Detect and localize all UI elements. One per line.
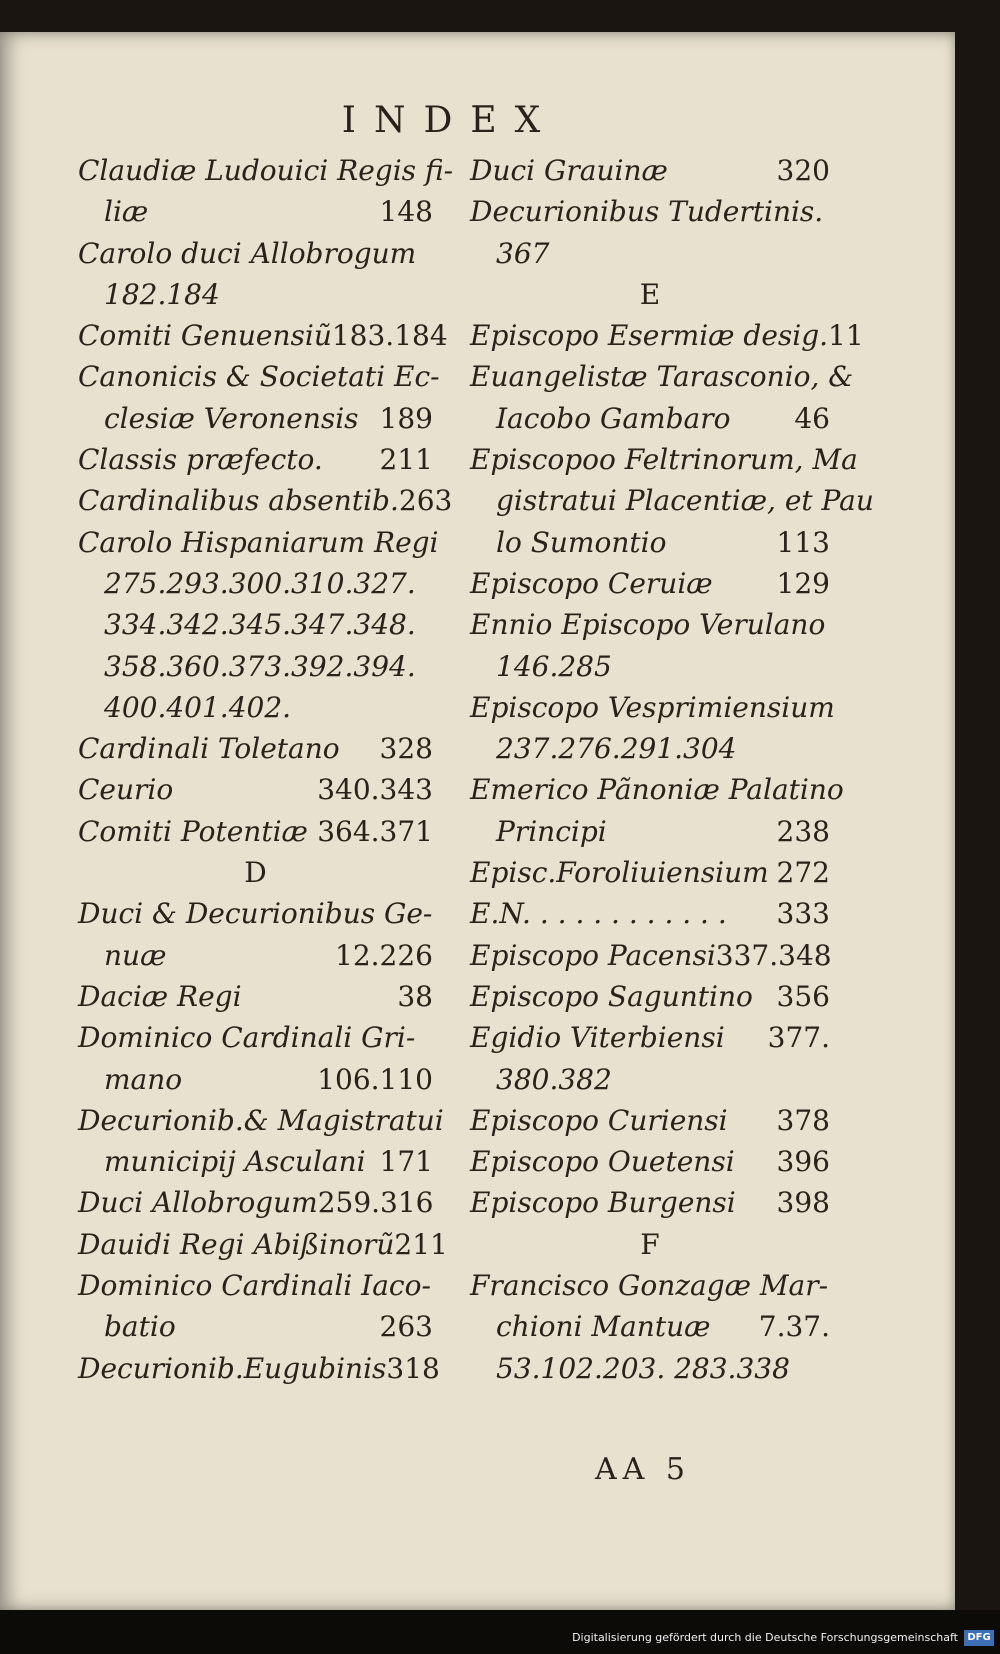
page-number: 211 [394, 1227, 448, 1261]
entry-text: Ennio Episcopo Verulano [470, 608, 826, 642]
entry-text: 53.102.203. 283.338 [496, 1351, 790, 1385]
index-entry [470, 522, 830, 563]
entry-text: Principi [496, 814, 607, 848]
index-entry [78, 1141, 433, 1182]
entry-text: chioni Mantuæ [496, 1310, 711, 1344]
entry-text: Episcopo Pacensi [470, 938, 716, 972]
index-entry [78, 935, 433, 976]
entry-text: Comiti Potentiæ [78, 814, 308, 848]
entry-text: Cardinalibus absentib. [78, 484, 399, 518]
index-entry [78, 191, 433, 232]
entry-text: 334.342.345.347.348. [104, 608, 416, 642]
entry-text: Dominico Cardinali Iaco- [78, 1269, 431, 1303]
entry-text: Decurionibus Tudertinis. [470, 195, 824, 229]
entry-text: Duci & Decurionibus Ge- [78, 897, 433, 931]
index-entry [470, 811, 830, 852]
entry-text: Episc.Foroliuiensium [470, 856, 769, 890]
index-entry [470, 893, 830, 934]
entry-text: Cardinali Toletano [78, 732, 340, 766]
page-number: 398 [776, 1186, 830, 1220]
index-entry [78, 356, 440, 397]
index-entry [470, 769, 844, 810]
entry-text: Dominico Cardinali Gri- [78, 1021, 416, 1055]
index-entry [78, 480, 453, 521]
entry-text: F [640, 1227, 660, 1261]
entry-text: Duci Grauinæ [470, 154, 668, 187]
entry-text: mano [104, 1062, 183, 1096]
entry-text: E.N. . . . . . . . . . . . [470, 897, 727, 931]
entry-text: Dauidi Regi Abißinorũ [78, 1227, 395, 1261]
page-number: 183.184 [331, 319, 448, 353]
entry-text: Carolo Hispaniarum Regi [78, 525, 439, 559]
index-entry [78, 976, 433, 1017]
entry-text: Duci Allobrogum [78, 1186, 318, 1220]
entry-text: 367 [496, 236, 550, 270]
entry-text: Episcopo Burgensi [470, 1186, 736, 1220]
index-entry [78, 150, 454, 191]
page-number: 238 [776, 814, 830, 848]
page-number: 364.371 [317, 814, 433, 848]
entry-text: lo Sumontio [496, 525, 667, 559]
index-entry [470, 1265, 830, 1306]
entry-text: 275.293.300.310.327. [104, 566, 416, 600]
entry-text: 380.382 [496, 1062, 612, 1096]
index-entry [470, 646, 830, 687]
entry-text: nuæ [104, 938, 167, 972]
dfg-logo: DFG [964, 1630, 994, 1646]
index-entry [470, 976, 830, 1017]
signature-mark: AA 5 [595, 1452, 691, 1487]
entry-text: Egidio Viterbiensi [470, 1021, 725, 1055]
page-number: 333 [776, 897, 830, 931]
entry-text: Classis præfecto. [78, 443, 323, 477]
index-entry [78, 274, 433, 315]
index-entry [470, 480, 874, 521]
page-number: 189 [379, 401, 433, 435]
entry-text: liæ [104, 195, 149, 229]
entry-text: Comiti Genuensiũ [78, 319, 332, 353]
index-entry [78, 315, 448, 356]
entry-text: gistratui Placentiæ, et Pau [496, 484, 874, 518]
index-entry [470, 728, 830, 769]
index-entry [78, 1182, 433, 1223]
index-entry [78, 769, 433, 810]
index-entry [470, 315, 864, 356]
entry-text: Ceurio [78, 773, 174, 807]
section-letter [470, 1224, 830, 1265]
entry-text: Decurionib.& Magistratui [78, 1103, 444, 1137]
index-entry [470, 439, 858, 480]
index-entry [470, 687, 835, 728]
footer-bar [0, 1610, 1000, 1654]
page-number: 377. [767, 1021, 830, 1055]
index-entry [78, 439, 433, 480]
funding-note: Digitalisierung gefördert durch die Deutsche Forschungsgemeinschaft [572, 1631, 958, 1644]
index-entry [78, 811, 433, 852]
index-entry [470, 1059, 830, 1100]
entry-text: E [639, 277, 661, 311]
index-entry [78, 1100, 444, 1141]
page-number: 340.343 [317, 773, 433, 807]
section-letter [470, 274, 830, 315]
index-entry [78, 1224, 448, 1265]
entry-text: municipij Asculani [104, 1145, 366, 1179]
entry-text: Emerico Pãnoniæ Palatino [470, 773, 844, 807]
page-number: 272 [776, 856, 830, 890]
index-entry [470, 935, 830, 976]
page-number: 318 [386, 1351, 440, 1385]
index-entry [78, 522, 439, 563]
page-number: 46 [794, 401, 830, 435]
book-page [0, 32, 955, 1610]
page-number: 129 [776, 566, 830, 600]
page-number: 211 [379, 443, 433, 477]
page-number: 356 [776, 979, 830, 1013]
index-entry [470, 398, 830, 439]
page-number: 396 [776, 1145, 830, 1179]
index-entry [78, 604, 433, 645]
index-entry [470, 191, 830, 232]
index-entry [470, 1182, 830, 1223]
entry-text: Episcopo Ouetensi [470, 1145, 735, 1179]
entry-text: 358.360.373.392.394. [104, 649, 416, 683]
index-entry [78, 563, 433, 604]
index-entry [78, 687, 433, 728]
page-number: 106.110 [317, 1062, 433, 1096]
index-entry [78, 1017, 433, 1058]
index-entry [470, 563, 830, 604]
entry-text: Decurionib.Eugubinis [78, 1351, 387, 1385]
index-entry [78, 646, 433, 687]
index-entry [470, 150, 830, 191]
entry-text: 237.276.291.304 [496, 732, 737, 766]
page-number: 171 [379, 1145, 433, 1179]
entry-text: Episcopo Esermiæ desig. [470, 319, 829, 353]
entry-text: Claudiæ Ludouici Regis fi- [78, 154, 454, 187]
entry-text: Episcopoo Feltrinorum, Ma [470, 443, 858, 477]
page-number: 259.316 [317, 1186, 434, 1220]
entry-text: batio [104, 1310, 176, 1344]
page-number: 337.348 [715, 938, 832, 972]
index-entry [78, 398, 433, 439]
entry-text: Francisco Gonzagæ Mar- [470, 1269, 829, 1303]
page-number: 12.226 [335, 938, 433, 972]
index-entry [470, 1017, 830, 1058]
page-header: INDEX [341, 100, 559, 141]
index-entry [470, 1100, 830, 1141]
entry-text: clesiæ Veronensis [104, 401, 359, 435]
index-entry [470, 1141, 830, 1182]
index-entry [470, 852, 830, 893]
page-number: 38 [397, 979, 433, 1013]
page-number: 11 [828, 319, 864, 353]
entry-text: 182.184 [104, 277, 220, 311]
entry-text: Episcopo Saguntino [470, 979, 753, 1013]
page-number: 113 [776, 525, 830, 559]
index-column-left [78, 150, 454, 1389]
entry-text: Canonicis & Societati Ec- [78, 360, 440, 394]
entry-text: Episcopo Vesprimiensium [470, 690, 835, 724]
index-entry [78, 1059, 433, 1100]
index-entry [470, 604, 830, 645]
entry-text: 400.401.402. [104, 690, 292, 724]
entry-text: Euangelistæ Tarasconio, & [470, 360, 854, 394]
entry-text: 146.285 [496, 649, 612, 683]
entry-text: Episcopo Ceruiæ [470, 566, 713, 600]
page-number: 328 [379, 732, 433, 766]
index-entry [78, 1306, 433, 1347]
page-number: 263 [379, 1310, 433, 1344]
index-entry [470, 1306, 830, 1347]
entry-text: Iacobo Gambaro [496, 401, 731, 435]
index-entry [78, 893, 433, 934]
entry-text: D [244, 856, 267, 890]
index-entry [78, 728, 433, 769]
section-letter [78, 852, 433, 893]
page-number: 7.37. [758, 1310, 830, 1344]
index-entry [470, 356, 854, 397]
index-entry [470, 1348, 830, 1389]
page-number: 378 [776, 1103, 830, 1137]
index-entry [78, 1265, 433, 1306]
entry-text: Episcopo Curiensi [470, 1103, 728, 1137]
page-number: 148 [379, 195, 433, 229]
page-number: 320 [776, 154, 830, 187]
entry-text: Daciæ Regi [78, 979, 242, 1013]
index-column-right [470, 150, 874, 1389]
page-number: 263 [398, 484, 453, 518]
index-entry [78, 233, 433, 274]
index-entry [78, 1348, 440, 1389]
entry-text: Carolo duci Allobrogum [78, 236, 417, 270]
index-entry [470, 233, 830, 274]
